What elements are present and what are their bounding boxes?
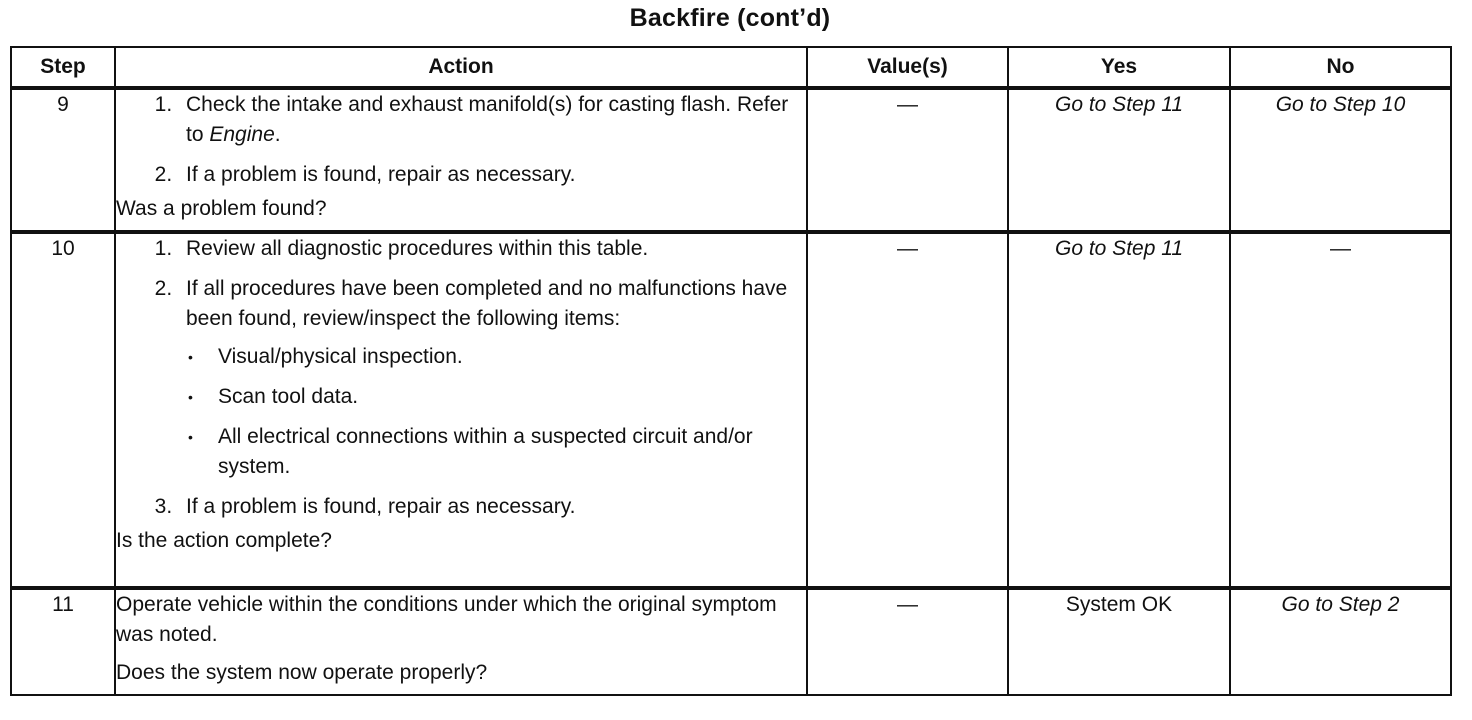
value-cell: — [807,232,1008,588]
column-header-values: Value(s) [807,47,1008,88]
page-title: Backfire (cont’d) [629,4,831,32]
diagnostic-table [10,46,1452,696]
inspection-items [186,342,806,482]
column-header-yes: Yes [1008,47,1230,88]
value-cell: — [807,588,1008,695]
table-row-step-11 [11,588,1451,695]
no-result: Go to Step 2 [1230,588,1451,695]
action-steps [116,90,806,190]
action-question: Does the system now operate properly? [116,661,488,684]
step-number: 11 [11,588,115,695]
action-question: Was a problem found? [116,197,327,220]
column-header-action: Action [115,47,807,88]
table-row-step-10 [11,232,1451,588]
no-result: Go to Step 10 [1230,88,1451,232]
action-step: 1. Review all diagnostic procedures within this table. [178,234,806,264]
no-result: — [1230,232,1451,588]
action-text: Operate vehicle within the conditions under which the original symptom was noted. [116,593,777,646]
inspection-item: • Visual/physical inspection. [218,342,806,372]
action-step: 2. If a problem is found, repair as necessary. [178,160,806,190]
inspection-item: • All electrical connections within a suspected circuit and/or system. [218,422,806,482]
action-step: 1. Check the intake and exhaust manifold(s) for casting flash. Refer to Engine. [178,90,806,150]
column-header-no: No [1230,47,1451,88]
column-header-step: Step [11,47,115,88]
action-cell [115,588,807,695]
action-cell [115,88,807,232]
engine-reference: Engine [209,123,275,146]
yes-result: Go to Step 11 [1008,88,1230,232]
action-step: 3. If a problem is found, repair as necessary. [178,492,806,522]
header-row [11,47,1451,88]
action-cell [115,232,807,588]
yes-result: Go to Step 11 [1008,232,1230,588]
action-steps [116,234,806,522]
action-step: 2. If all procedures have been completed and no malfunctions have been found, review/inspect the following items: • Visual/physical inspection. • Scan tool data. • All electrical connections within a suspected circuit and/or system. [178,274,806,482]
value-cell: — [807,88,1008,232]
table-row-step-9 [11,88,1451,232]
inspection-item: • Scan tool data. [218,382,806,412]
step-number: 10 [11,232,115,588]
action-question: Is the action complete? [116,529,332,552]
yes-result: System OK [1008,588,1230,695]
step-number: 9 [11,88,115,232]
